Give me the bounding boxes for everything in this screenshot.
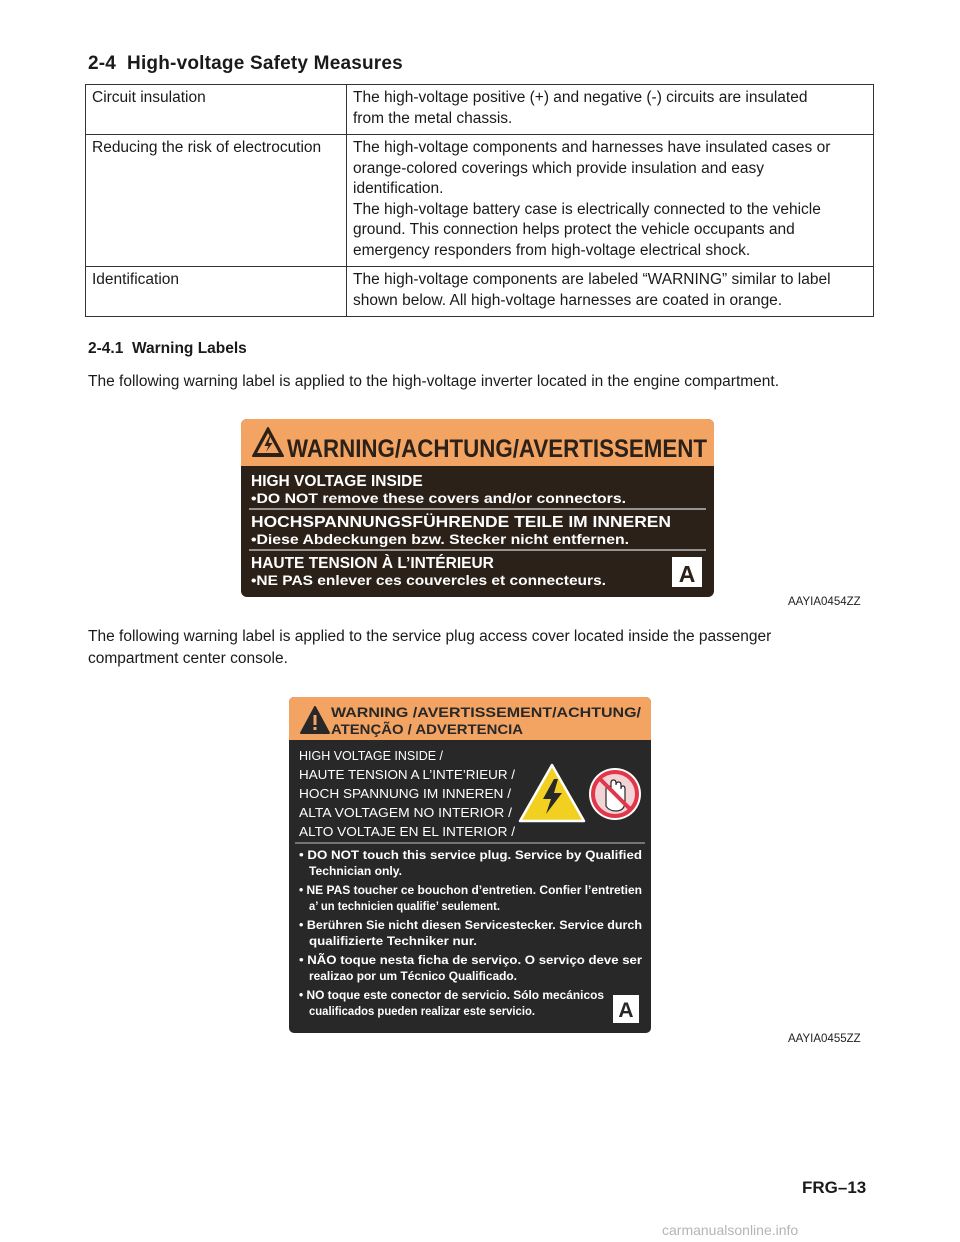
hv-line: HAUTE TENSION A L’INTE’RIEUR / — [299, 768, 516, 782]
subsection-number: 2-4.1 — [88, 340, 124, 357]
description-line: The high-voltage components are labeled “WARNING” similar to label — [353, 271, 831, 288]
bullet-line: • NÃO toque nesta ficha de serviço. O serviço deve ser — [299, 955, 599, 967]
table-row — [86, 85, 874, 135]
table-cell-description — [347, 85, 874, 135]
subsection-title-text: Warning Labels — [131, 340, 247, 357]
bullet-line: • Berühren Sie nicht diesen Servicestecker. Service durch — [299, 920, 642, 932]
description-line: orange-colored coverings which provide insulation and easy — [353, 159, 764, 177]
label-text-fr: •NE PAS enlever ces couvercles et connecteurs. — [251, 572, 606, 588]
paragraph-inverter-label: The following warning label is applied to the high-voltage inverter located in the engine compartment. — [88, 373, 780, 390]
section-number: 2-4 — [88, 53, 117, 74]
description-line: identification. — [353, 180, 444, 197]
table-row — [86, 267, 874, 317]
bullet-line: cualificados pueden realizar este servicio. — [309, 1006, 535, 1018]
description-line: The high-voltage battery case is electrically connected to the vehicle — [353, 200, 821, 218]
hv-line: ALTO VOLTAJE EN EL INTERIOR / — [299, 825, 516, 839]
description-line: from the metal chassis. — [353, 109, 513, 127]
table-cell-description — [347, 135, 874, 267]
label-text-de: •Diese Abdeckungen bzw. Stecker nicht entfernen. — [251, 531, 629, 547]
subsection-title — [88, 340, 247, 358]
section-title — [88, 53, 403, 75]
bullet-line: • NE PAS toucher ce bouchon d’entretien. Confier l’entretien — [299, 885, 642, 897]
watermark: carmanualsonline.info — [662, 1222, 799, 1238]
label-text-en: •DO NOT remove these covers and/or connectors. — [251, 490, 626, 506]
table-cell-topic: Identification — [86, 267, 347, 317]
table-cell-topic: Circuit insulation — [86, 85, 347, 135]
description-line: emergency responders from high-voltage electrical shock. — [353, 241, 751, 259]
figure-id: AAYIA0455ZZ — [788, 1033, 861, 1045]
page-number: FRG–13 — [802, 1178, 867, 1197]
label-badge-letter: A — [618, 999, 634, 1022]
label-badge-letter: A — [678, 561, 696, 587]
service-plug-warning-label — [289, 697, 651, 1033]
label-header-line: WARNING /AVERTISSEMENT/ACHTUNG/ — [331, 704, 642, 720]
description-line: The high-voltage components and harnesses have insulated cases or — [353, 139, 831, 156]
section-title-text: High-voltage Safety Measures — [127, 53, 403, 74]
bullet-line: qualifizierte Techniker nur. — [309, 936, 477, 948]
label-header-line: ATENÇÃO / ADVERTENCIA — [331, 721, 512, 737]
bullet-line: realizao por um Técnico Qualificado. — [309, 971, 517, 983]
table-cell-topic: Reducing the risk of electrocution — [86, 135, 347, 267]
description-line: ground. This connection helps protect the vehicle occupants and — [353, 221, 795, 238]
hv-line: ALTA VOLTAGEM NO INTERIOR / — [299, 806, 513, 820]
bullet-line: • DO NOT touch this service plug. Service by Qualified — [299, 850, 642, 862]
safety-measures-table — [85, 84, 874, 317]
bullet-line: • NO toque este conector de servicio. Sólo mecánicos — [299, 990, 604, 1002]
paragraph-service-plug-label: The following warning label is applied to the service plug access cover located inside the passenger compartment center console. — [88, 628, 772, 667]
table-row — [86, 135, 874, 267]
table-cell-description — [347, 267, 874, 317]
do-not-touch-icon — [589, 768, 641, 820]
hv-line: HIGH VOLTAGE INSIDE / — [299, 749, 444, 763]
figure-id: AAYIA0454ZZ — [788, 596, 861, 608]
label-heading-en: HIGH VOLTAGE INSIDE — [251, 473, 423, 490]
description-line: shown below. All high-voltage harnesses are coated in orange. — [353, 291, 783, 309]
label-header-text: WARNING/ACHTUNG/AVERTISSEMENT — [287, 435, 707, 463]
description-line: The high-voltage positive (+) and negative (-) circuits are insulated — [353, 89, 808, 106]
bullet-line: Technician only. — [309, 866, 402, 878]
label-heading-de: HOCHSPANNUNGSFÜHRENDE TEILE IM INNEREN — [251, 514, 671, 531]
bullet-line: a’ un technicien qualifie’ seulement. — [309, 901, 500, 913]
inverter-warning-label — [241, 419, 714, 597]
label-heading-fr: HAUTE TENSION À L’INTÉRIEUR — [251, 555, 494, 572]
hv-line: HOCH SPANNUNG IM INNEREN / — [299, 787, 512, 801]
